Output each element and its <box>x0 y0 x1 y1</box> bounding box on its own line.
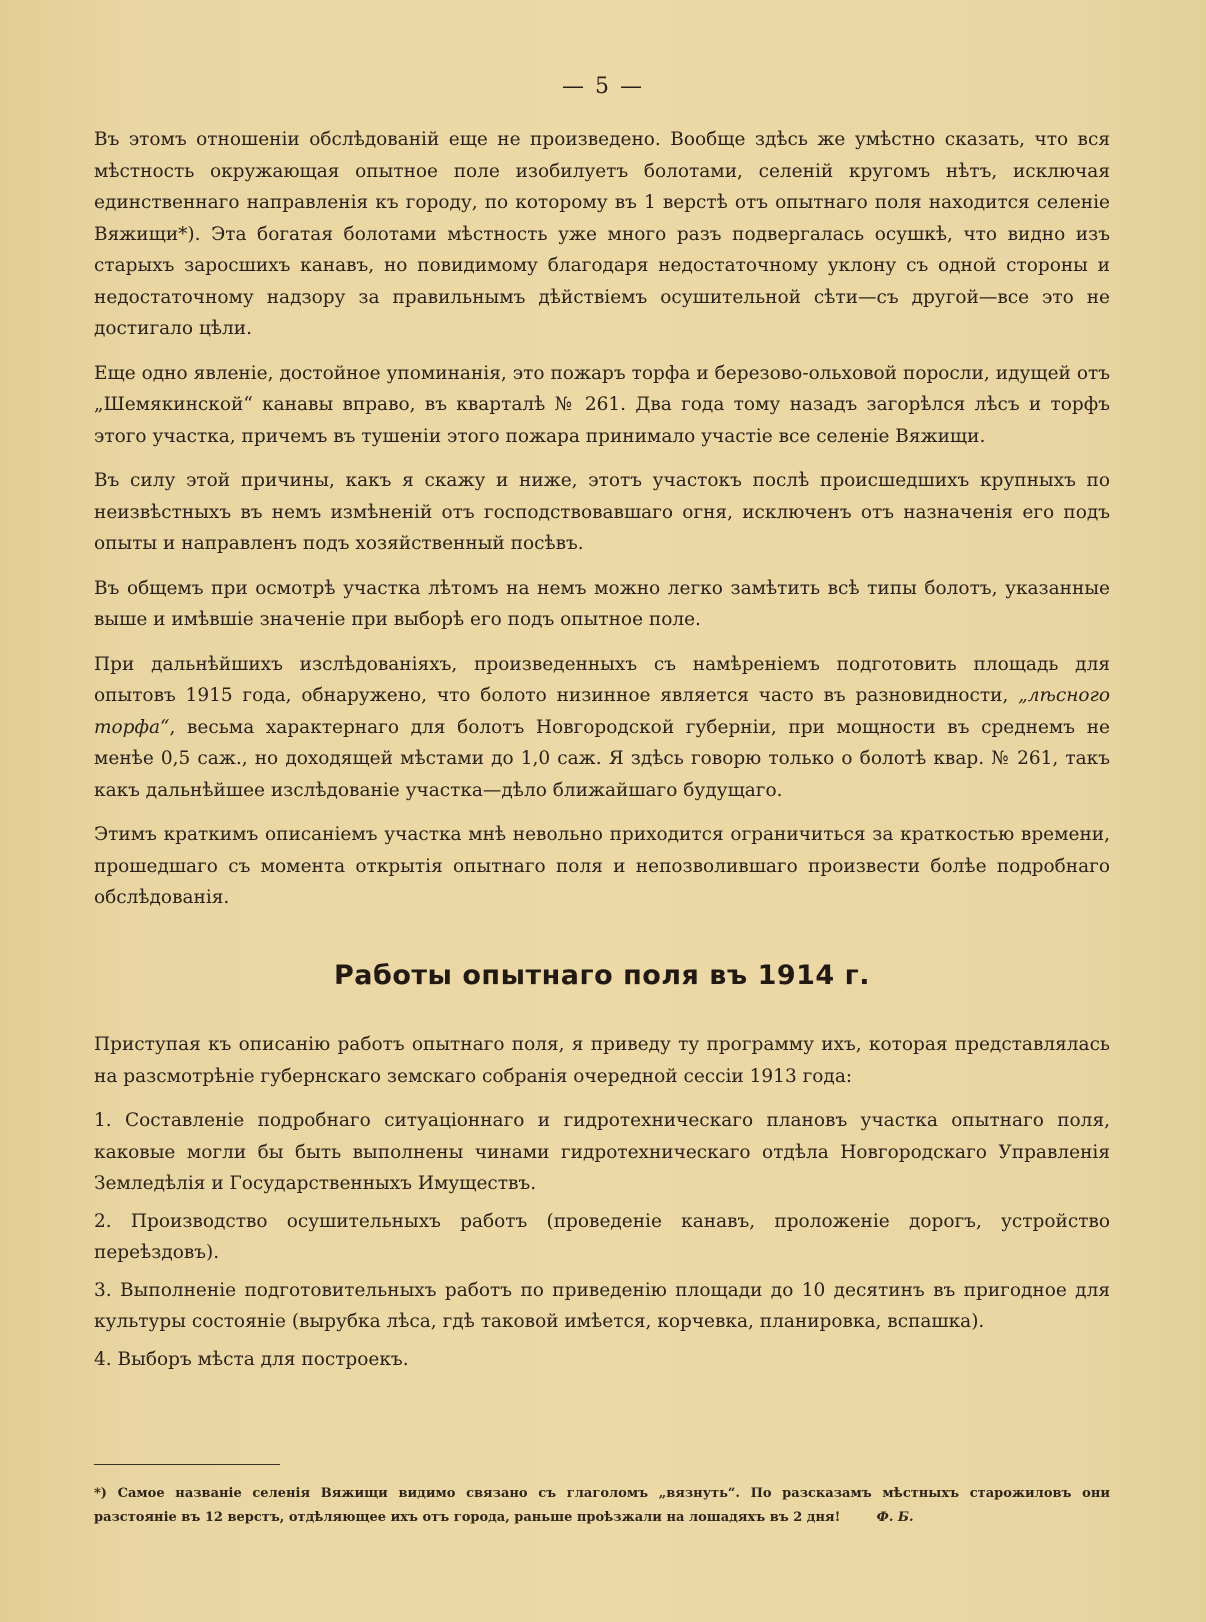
paragraph-text: , весьма характернаго для болотъ Новгородской губернiи, при мощности въ среднемъ не менѣе 0,5 саж., но доходящей мѣстами до 1,0 саж. Я здѣсь говорю только о болотѣ квар. № 261, такъ какъ дальнѣйшее изслѣдованiе участка—дѣло ближайшаго будущаго. <box>94 716 1110 801</box>
main-text <box>94 124 1110 1381</box>
paragraph-text: При дальнѣйшихъ изслѣдованiяхъ, произведенныхъ съ намѣренiемъ подготовить площадь для опытовъ 1915 года, обнаружено, что болото низинное является часто въ разновидности, <box>94 653 1110 706</box>
page-number: — 5 — <box>562 74 644 99</box>
paragraph: Въ общемъ при осмотрѣ участка лѣтомъ на немъ можно легко замѣтить всѣ типы болотъ, указанные выше и имѣвшiе значенiе при выборѣ его подъ опытное поле. <box>94 577 1110 630</box>
paragraph-peat <box>94 649 1110 807</box>
list-item: 2. Производство осушительныхъ работъ (проведенiе канавъ, проложенiе дорогъ, устройство переѣздовъ). <box>94 1210 1110 1263</box>
footnote-text: *) Самое названiе селенiя Вяжищи видимо связано съ глаголомъ „вязнуть“. По разсказамъ мѣстныхъ старожиловъ они разстоянiе въ 12 верстъ, отдѣляющее ихъ отъ города, раньше проѣзжали на лошадяхъ въ 2 дня! <box>94 1486 1110 1525</box>
intro-paragraph: Приступая къ описанiю работъ опытнаго поля, я приведу ту программу ихъ, которая представлялась на разсмотрѣнiе губернскаго земскаго собранiя очередной сессiи 1913 года: <box>94 1034 1110 1087</box>
list-item: 1. Составленiе подробнаго ситуацiоннаго и гидротехническаго плановъ участка опытнаго поля, каковые могли бы быть выполнены чинами гидротехническаго отдѣла Новгородскаго Управленiя Земледѣлiя и Государственныхъ Имуществъ. <box>94 1110 1110 1194</box>
section-heading: Работы опытнаго поля въ 1914 г. <box>334 959 870 991</box>
paragraph: Этимъ краткимъ описанiемъ участка мнѣ невольно приходится ограничиться за краткостью времени, прошедшаго съ момента открытiя опытнаго поля и непозволившаго произвести болѣе подробнаго обслѣдованiя. <box>94 824 1110 908</box>
footnote-signature: Ф. Б. <box>876 1510 914 1525</box>
footnote-divider <box>94 1464 280 1465</box>
list-item: 4. Выборъ мѣста для построекъ. <box>94 1348 409 1370</box>
paragraph: Въ этомъ отношенiи обслѣдованiй еще не произведено. Вообще здѣсь же умѣстно сказать, что вся мѣстность окружающая опытное поле изобилуетъ болотами, селенiй кругомъ нѣтъ, исключая единственнаго направленiя къ городу, по которому въ 1 верстѣ отъ опытнаго поля находится селенiе Вяжищи*). Эта богатая болотами мѣстность уже много разъ подвергалась осушкѣ, что видно изъ старыхъ заросшихъ канавъ, но повидимому благодаря недостаточному уклону съ одной стороны и недостаточному надзору за правильнымъ дѣйствiемъ осушительной сѣти—съ другой—все это не достигало цѣли. <box>94 129 1110 339</box>
paragraph: Въ силу этой причины, какъ я скажу и ниже, этотъ участокъ послѣ происшедшихъ крупныхъ по неизвѣстныхъ въ немъ измѣненiй отъ господствовавшаго огня, исключенъ отъ назначенiя его подъ опыты и направленъ подъ хозяйственный посѣвъ. <box>94 470 1110 554</box>
footnote <box>94 1482 1110 1530</box>
list-item: 3. Выполненiе подготовительныхъ работъ по приведенiю площади до 10 десятинъ въ пригодное для культуры состоянiе (вырубка лѣса, гдѣ таковой имѣется, корчевка, планировка, вспашка). <box>94 1279 1110 1332</box>
italic-term: „лѣсного торфа“ <box>94 685 1110 738</box>
paragraph: Еще одно явленiе, достойное упоминанiя, это пожаръ торфа и березово-ольховой поросли, идущей отъ „Шемякинской“ канавы вправо, въ кварталѣ № 261. Два года тому назадъ загорѣлся лѣсъ и торфъ этого участка, причемъ въ тушенiи этого пожара принимало участiе все селенiе Вяжищи. <box>94 362 1110 447</box>
program-list <box>94 1105 1110 1375</box>
